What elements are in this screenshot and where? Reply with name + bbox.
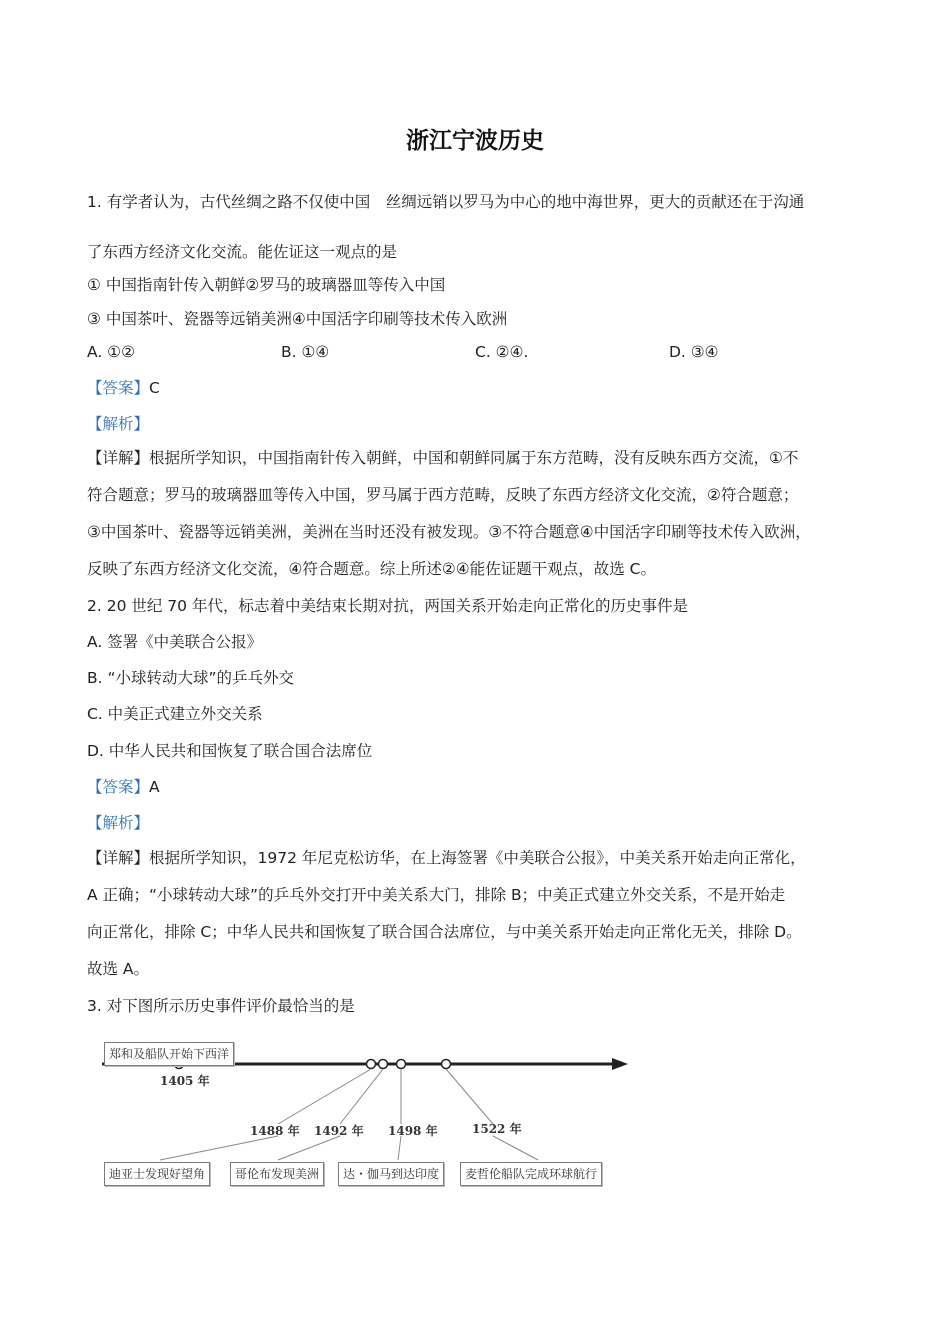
q1-detail-tag: 【详解】 bbox=[87, 449, 150, 467]
q2-option-a: A. 签署《中美联合公报》 bbox=[87, 633, 263, 651]
q2-answer-tag: 【答案】 bbox=[87, 778, 150, 796]
q1-analysis-tag: 【解析】 bbox=[87, 415, 150, 433]
q1-stem-line2: 了东西方经济文化交流。能佐证这一观点的是 bbox=[87, 243, 398, 261]
year-1492: 1492 年 bbox=[314, 1124, 364, 1138]
timeline-arrow bbox=[612, 1058, 628, 1070]
year-1488: 1488 年 bbox=[250, 1124, 300, 1138]
event-magellan: 麦哲伦船队完成环球航行 bbox=[460, 1162, 602, 1186]
q1-detail-line1: 【详解】根据所学知识，中国指南针传入朝鲜，中国和朝鲜同属于东方范畴，没有反映东西方交流，①不 bbox=[87, 449, 799, 467]
q1-option-c: C. ②④. bbox=[475, 343, 529, 361]
point-1488 bbox=[367, 1060, 376, 1069]
q1-answer-value: C bbox=[149, 379, 160, 397]
q1-items-line2: ③ 中国茶叶、瓷器等远销美洲④中国活字印刷等技术传入欧洲 bbox=[87, 310, 508, 328]
q2-detail-tag: 【详解】 bbox=[87, 849, 150, 867]
timeline-top-label: 郑和及船队开始下西洋 bbox=[104, 1042, 234, 1066]
q2-analysis-tag: 【解析】 bbox=[87, 814, 150, 832]
q2-stem: 2. 20 世纪 70 年代，标志着中美结束长期对抗，两国关系开始走向正常化的历史事件是 bbox=[87, 597, 688, 615]
point-1522 bbox=[442, 1060, 451, 1069]
q1-detail-line3: ③中国茶叶、瓷器等远销美洲，美洲在当时还没有被发现。③不符合题意④中国活字印刷等技术传入欧洲， bbox=[87, 523, 811, 541]
q3-stem: 3. 对下图所示历史事件评价最恰当的是 bbox=[87, 997, 355, 1015]
connector-1488 bbox=[278, 1069, 371, 1124]
connector-1492 bbox=[340, 1069, 383, 1124]
q1-detail-line2: 符合题意；罗马的玻璃器皿等传入中国，罗马属于西方范畴，反映了东西方经济文化交流，②符合题意； bbox=[87, 486, 799, 504]
page-title: 浙江宁波历史 bbox=[406, 127, 544, 154]
year-1522: 1522 年 bbox=[472, 1122, 522, 1136]
point-1492 bbox=[379, 1060, 388, 1069]
q2-option-c: C. 中美正式建立外交关系 bbox=[87, 705, 263, 723]
event-gama: 达・伽马到达印度 bbox=[338, 1162, 444, 1186]
event-columbus: 哥伦布发现美洲 bbox=[230, 1162, 324, 1186]
q2-option-b: B. “小球转动大球”的乒乓外交 bbox=[87, 669, 295, 687]
q1-items-line1: ① 中国指南针传入朝鲜②罗马的玻璃器皿等传入中国 bbox=[87, 276, 446, 294]
point-1498 bbox=[397, 1060, 406, 1069]
year-1498: 1498 年 bbox=[388, 1124, 438, 1138]
q1-option-d: D. ③④ bbox=[669, 343, 719, 361]
q2-detail-line2: A 正确；“小球转动大球”的乒乓外交打开中美关系大门，排除 B；中美正式建立外交关系，不是开始走 bbox=[87, 886, 786, 904]
event-dias: 迪亚士发现好望角 bbox=[104, 1162, 210, 1186]
q2-detail-line1: 【详解】根据所学知识，1972 年尼克松访华，在上海签署《中美联合公报》，中美关系开始走向正常化， bbox=[87, 849, 806, 867]
q2-answer-value: A bbox=[149, 778, 160, 796]
timeline-figure bbox=[98, 1036, 638, 1196]
q1-answer bbox=[87, 377, 160, 399]
q2-detail-line4: 故选 A。 bbox=[87, 960, 150, 978]
q1-answer-tag: 【答案】 bbox=[87, 379, 150, 397]
q1-detail-line4: 反映了东西方经济文化交流，④符合题意。综上所述②④能佐证题干观点，故选 C。 bbox=[87, 560, 656, 578]
q2-answer bbox=[87, 776, 160, 798]
q1-option-b: B. ①④ bbox=[281, 343, 330, 361]
q1-stem-line1: 1. 有学者认为，古代丝绸之路不仅使中国 丝绸远销以罗马为中心的地中海世界，更大的贡献还在于沟通 bbox=[87, 193, 805, 211]
connector-1522 bbox=[446, 1069, 493, 1124]
q1-option-a: A. ①② bbox=[87, 343, 135, 361]
q2-option-d: D. 中华人民共和国恢复了联合国合法席位 bbox=[87, 742, 373, 760]
q2-detail-line3: 向正常化，排除 C；中华人民共和国恢复了联合国合法席位，与中美关系开始走向正常化无关，排除 D。 bbox=[87, 923, 802, 941]
year-1405: 1405 年 bbox=[160, 1074, 210, 1088]
